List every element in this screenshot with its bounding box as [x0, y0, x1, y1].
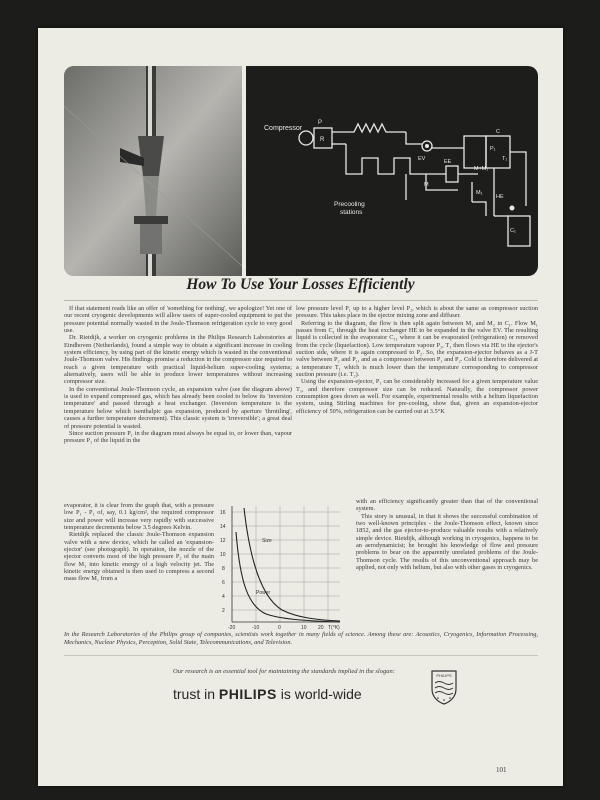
- paragraph: Since suction pressure P₁ in the diagram must always be equal to, or lower than, vapour pressure P₁ of the liquid in the: [64, 429, 292, 445]
- label-compressor: Compressor: [264, 125, 303, 132]
- y-tick: 10: [220, 552, 226, 558]
- label-m1: M₁: [476, 190, 483, 196]
- refrigeration-cycle-diagram: [246, 66, 538, 276]
- paragraph: Dr. Rietdijk, a worker on cryogenic problems in the Philips Research Laboratories at Eindhoven (Netherlands), found a simple way to obtain a significant increase in cooling system efficiency, by using part of the kinetic energy which is wasted in the conventional Joule-Thomson valve. His findings promise a reduction in the compressor size required to reach a given temperature with practical liquid-helium super-cooling systems; alternatively, users will be able to produce lower temperatures without increasing compressor size.: [64, 334, 292, 386]
- slogan-brand: PHILIPS: [218, 686, 277, 702]
- headline-divider: [64, 300, 538, 301]
- x-tick: 0: [278, 625, 281, 631]
- x-tick: 20: [318, 625, 324, 631]
- curve-label-size: Size: [262, 538, 272, 544]
- page-number: 101: [496, 766, 507, 774]
- ejector-device-image: [64, 66, 242, 276]
- label-precooling: Precooling: [334, 201, 365, 208]
- y-tick: 8: [222, 566, 225, 572]
- ejector-photograph: [64, 66, 242, 276]
- label-stations: stations: [340, 209, 363, 216]
- paragraph: This story is unusual, in that it shows the successful combination of two well-known principles - the Joule-Thomson effect, known since 1852, and the gas ejector-to-produce valuable results with a relatively simple device. Rietdijk, although working in cryogenics, happens to be an aerodynamicist; he brought his knowledge of flow and pressure problems to bear on the apparently unrelated problems of the Joule-Thomson cycle. The results of this unconventional approach may be applied, not only with helium, but also with other gases in cryogenics.: [356, 512, 538, 572]
- label-m: M: [424, 182, 429, 188]
- curve-label-power: Power: [256, 590, 271, 596]
- paragraph: evaporator, it is clear from the graph that, with a pressure low P₁ - P₁ of, say, 0.1 kg/cm², the required compressor size and power will increase very rapidly with successive temperature decrements below 3.5 degrees Kelvin.: [64, 502, 214, 532]
- label-r: R: [320, 137, 325, 143]
- x-tick: T(°K): [328, 625, 340, 631]
- paragraph: low pressure level P₁ up to a higher level P₂, which is about the same as compressor suction pressure. This takes place in the ejector mixing zone and diffuser.: [296, 305, 538, 320]
- paragraph: Rietdijk replaced the classic Joule-Thomson expansion valve with a new device, which he called an 'expansion-ejector' (see photograph). In operation, the nozzle of the ejector converts most of the high pressure P₂ of the main flow M₁ into kinetic energy of a high velocity jet. The kinetic energy obtained is then used to compress a second mass flow M₁ from a: [64, 531, 214, 583]
- compressor-size-power-graph: [218, 502, 348, 632]
- footer-divider: [64, 655, 538, 656]
- body-column-right: [296, 305, 538, 415]
- slogan-prefix: trust in: [173, 686, 219, 702]
- body-column-right-bottom: [356, 498, 538, 571]
- paragraph: Using the expansion-ejector, P₁ can be considerably increased for a given temperature value T₁, and therefore compressor size can be reduced. Naturally, the compressor power consumption goes down as well. For example, experimental results with a helium liquefaction system, using Stirling machines for pre-cooling, show that, given an expansion-ejector efficiency of 50%, refrigeration can be carried out at 3.5°K: [296, 378, 538, 415]
- body-column-left-narrow: [64, 502, 214, 583]
- label-c1: C₁: [510, 228, 516, 234]
- slogan-suffix: is world-wide: [276, 686, 362, 702]
- shield-text: PHILIPS: [436, 673, 452, 678]
- magazine-page: [38, 28, 563, 786]
- y-tick: 2: [222, 608, 225, 614]
- y-tick: 6: [222, 580, 225, 586]
- x-tick: -20: [228, 625, 236, 631]
- label-t1: T₁: [502, 156, 508, 162]
- y-tick: 12: [220, 538, 226, 544]
- paragraph: If that statement reads like an offer of 'something for nothing', we apologize! Yet one of our recent cryogenic developments will allow users of super-cooled equipment to put the pressure potential normally wasted in the Joule-Thomson refrigeration cycle to very good use.: [64, 305, 292, 335]
- paragraph: Referring to the diagram, the flow is then split again between M₁ and M₂ in C₁. Flow M₁ passes from C₁ through the heat exchanger HE to be expanded in the valve EV. The resulting liquid is collected in the evaporator C₁₁ where it can be evaporated (refrigeration) or removed from the cycle (liquefaction). Low temperature vapour P₂, T₁ then flows via HE to the ejector's suction side, where it is again compressed to P₂. So, the expansion-ejector behaves as a J-T valve between P₂ and P₁, and as a compressor between P₁ and P₂. Cold is therefore delivered at a temperature T₁ which is much lower than the temperature corresponding to compressor suction pressure (i.e. T₂).: [296, 319, 538, 379]
- label-ev: EV: [418, 156, 426, 162]
- slogan: [173, 686, 433, 702]
- research-tagline: Our research is an essential tool for maintaining the standards implied in the slogan:: [173, 668, 395, 675]
- label-mm: M+M₁: [474, 166, 489, 172]
- research-fields-note: In the Research Laboratories of the Philips group of companies, scientists work together in many fields of science. Among these are: Acoustics, Cryogenics, Information Processing, Mechanics, Nuclear Physics, Perception, Solid State, Telecommunications, and Television.: [64, 631, 538, 646]
- paragraph: In the conventional Joule-Thomson cycle, an expansion valve (see the diagram above) is used to expand compressed gas, which has already been cooled to below its 'inversion temperature' and passed through a heat exchanger. (Inversion temperature is the temperature below which isenthalpic gas expansion, produced by aperture 'throttling', causes a further temperature decrement). This classic system is 'irreversible'; a great deal of pressure potential is wasted.: [64, 385, 292, 430]
- paragraph: with an efficiency significantly greater than that of the conventional system.: [356, 498, 538, 513]
- x-tick: 10: [301, 625, 307, 631]
- philips-shield-logo: [430, 669, 458, 705]
- label-he: HE: [496, 194, 504, 200]
- x-tick: -10: [252, 625, 260, 631]
- body-column-left: [64, 305, 292, 445]
- article-headline: How To Use Your Losses Efficiently: [186, 276, 415, 293]
- label-p: P: [318, 120, 323, 126]
- y-tick: 14: [220, 524, 226, 530]
- y-tick: 16: [220, 510, 226, 516]
- label-c: C: [496, 129, 500, 135]
- y-tick: 4: [222, 594, 225, 600]
- label-p1: P₁: [490, 146, 496, 152]
- label-ee: EE: [444, 159, 452, 165]
